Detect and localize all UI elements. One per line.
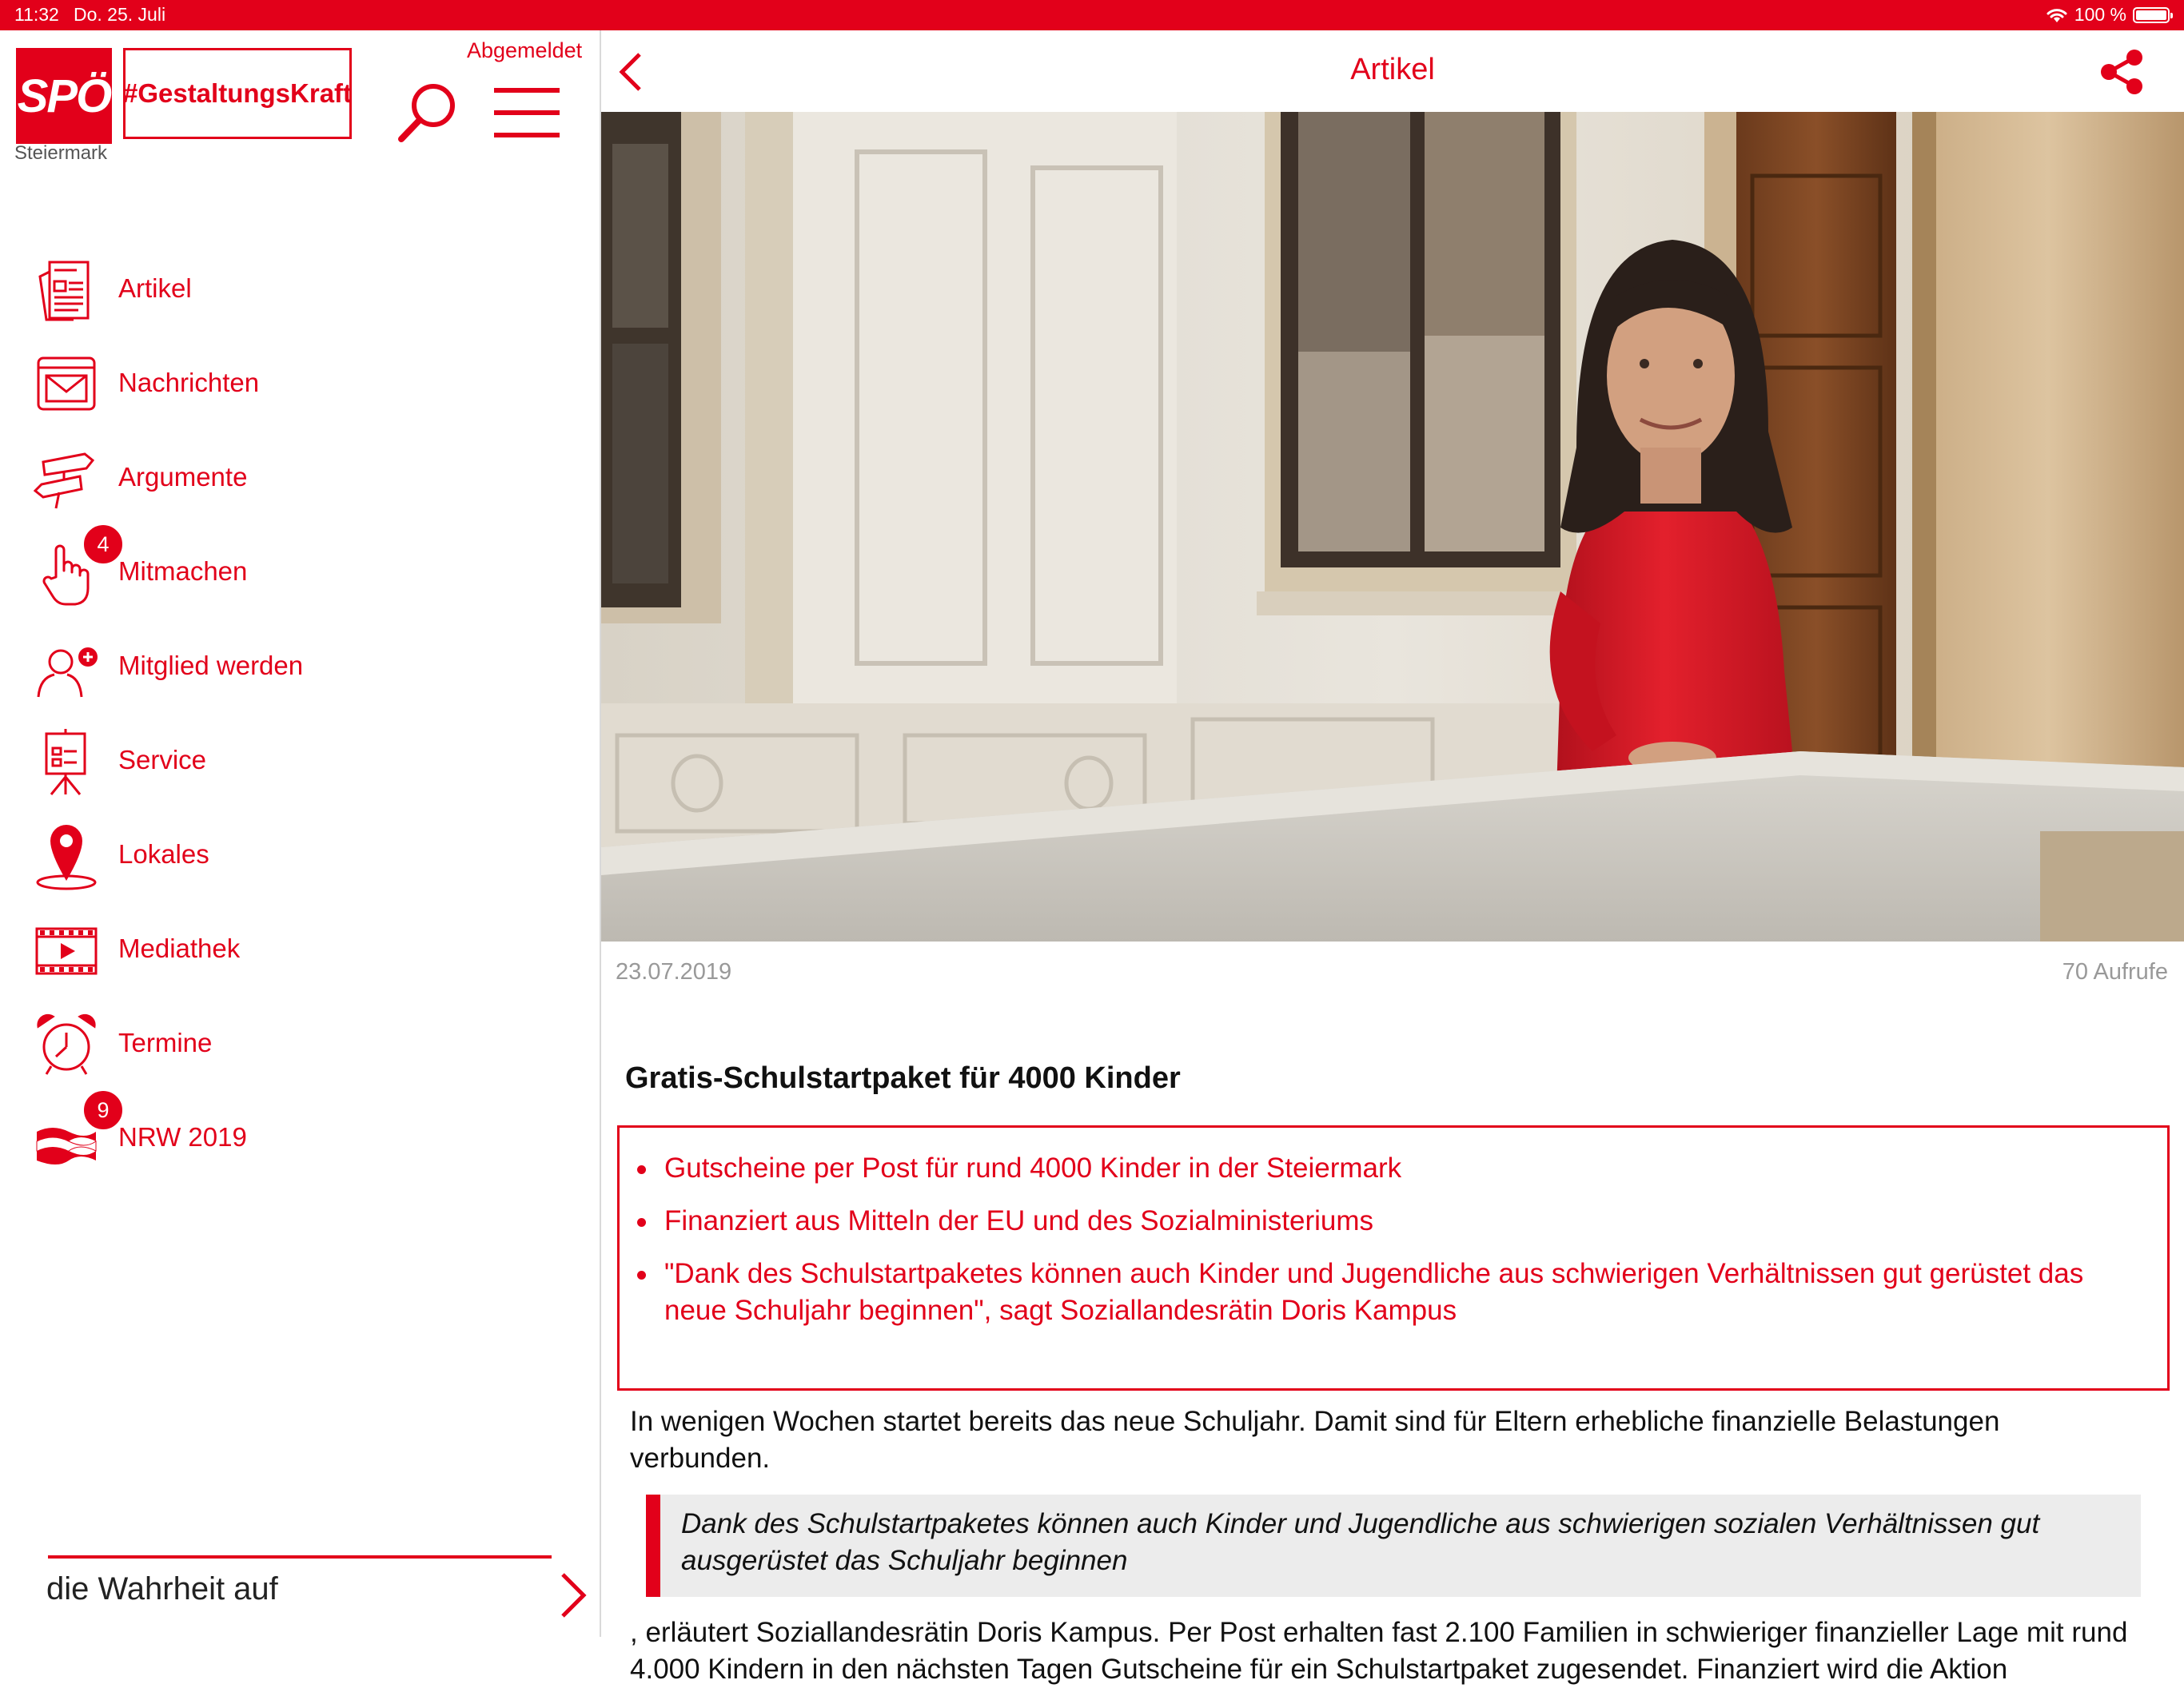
article-date: 23.07.2019 bbox=[616, 959, 732, 985]
summary-item: Gutscheine per Post für rund 4000 Kinder in der Steiermark bbox=[632, 1150, 2143, 1187]
sidebar-footer-text: die Wahrheit auf bbox=[46, 1571, 278, 1606]
summary-item: Finanziert aus Mitteln der EU und des Sozialministeriums bbox=[632, 1203, 2143, 1240]
article-quote bbox=[646, 1495, 2141, 1597]
hamburger-menu-icon[interactable] bbox=[492, 85, 561, 141]
article-views: 70 Aufrufe bbox=[2062, 959, 2168, 985]
nrw-badge: 9 bbox=[82, 1089, 125, 1132]
sidebar-item-mitglied-werden[interactable] bbox=[0, 627, 576, 707]
article-paragraph: In wenigen Wochen startet bereits das neue Schuljahr. Damit sind für Eltern erhebliche finanzielle Belastungen verbunden. bbox=[630, 1406, 2000, 1474]
summary-item: "Dank des Schulstartpaketes können auch Kinder und Jugendliche aus schwierigen Verhältnissen gut gerüstet das neue Schuljahr beginnen", sagt Soziallandesrätin Doris Kampus bbox=[632, 1256, 2143, 1329]
article-hero-image[interactable] bbox=[601, 112, 2184, 942]
sidebar-item-artikel[interactable] bbox=[0, 249, 576, 329]
sidebar-item-label: Termine bbox=[118, 1028, 213, 1057]
login-status[interactable]: Abgemeldet bbox=[467, 38, 583, 62]
article-view bbox=[601, 30, 2184, 1685]
presentation-board-icon bbox=[32, 727, 101, 796]
wifi-icon bbox=[2046, 6, 2068, 24]
logo-subtitle: Steiermark bbox=[14, 142, 108, 164]
sidebar-item-label: Mediathek bbox=[118, 934, 241, 963]
battery-percent: 100 % bbox=[2074, 4, 2126, 25]
sidebar-item-label: NRW 2019 bbox=[118, 1122, 247, 1152]
sidebar-item-label: Lokales bbox=[118, 839, 209, 869]
sidebar-item-argumente[interactable] bbox=[0, 438, 576, 518]
sidebar-item-nrw-2019[interactable] bbox=[0, 1098, 576, 1178]
sidebar bbox=[0, 30, 601, 1637]
sidebar-item-nachrichten[interactable] bbox=[0, 344, 576, 424]
sidebar-item-label: Mitglied werden bbox=[118, 651, 304, 680]
sidebar-footer-banner[interactable] bbox=[46, 1555, 552, 1606]
share-icon[interactable] bbox=[2098, 48, 2146, 96]
article-summary-box bbox=[617, 1125, 2170, 1391]
sidebar-item-mitmachen[interactable] bbox=[0, 532, 576, 612]
sidebar-item-label: Argumente bbox=[118, 462, 248, 492]
article-header bbox=[601, 30, 2184, 113]
envelope-icon bbox=[32, 350, 101, 419]
status-date: Do. 25. Juli bbox=[74, 4, 166, 25]
hashtag-banner[interactable]: #GestaltungsKraft bbox=[123, 48, 352, 139]
sidebar-item-label: Service bbox=[118, 745, 207, 774]
newspaper-icon bbox=[32, 256, 101, 324]
sidebar-item-termine[interactable] bbox=[0, 1004, 576, 1084]
sidebar-item-mediathek[interactable] bbox=[0, 910, 576, 989]
chevron-right-icon[interactable] bbox=[556, 1570, 588, 1621]
map-pin-icon bbox=[32, 822, 101, 890]
spo-logo[interactable]: SPÖ bbox=[16, 48, 112, 144]
sidebar-item-label: Nachrichten bbox=[118, 368, 260, 397]
sidebar-item-label: Artikel bbox=[118, 273, 192, 303]
article-title: Gratis-Schulstartpaket für 4000 Kinder bbox=[625, 1061, 1181, 1095]
search-icon[interactable] bbox=[397, 80, 460, 144]
sidebar-item-service[interactable] bbox=[0, 721, 576, 801]
article-paragraph: , erläutert Soziallandesrätin Doris Kampus. Per Post erhalten fast 2.100 Familien in schwieriger finanzieller Lage mit rund 4.000 Kindern in den nächsten Tagen Gutscheine für ein Schulstartpaket zugesendet. Finanziert wird die Aktion bbox=[630, 1617, 2128, 1685]
status-bar bbox=[0, 0, 2184, 30]
battery-icon bbox=[2133, 7, 2170, 23]
status-time: 11:32 bbox=[14, 4, 59, 25]
alarm-clock-icon bbox=[32, 1010, 101, 1079]
signpost-icon bbox=[32, 444, 101, 513]
film-play-icon bbox=[32, 916, 101, 985]
status-right bbox=[2046, 4, 2170, 26]
page-title: Artikel bbox=[1350, 53, 1435, 86]
summary-list bbox=[632, 1150, 2143, 1345]
quote-text: Dank des Schulstartpaketes können auch Kinder und Jugendliche aus schwierigen sozialen Verhältnissen gut ausgerüstet das Schuljahr beginnen bbox=[681, 1508, 2040, 1576]
mitmachen-badge: 4 bbox=[82, 523, 125, 566]
sidebar-item-label: Mitmachen bbox=[118, 556, 248, 586]
sidebar-item-lokales[interactable] bbox=[0, 815, 576, 895]
add-user-icon bbox=[32, 633, 101, 702]
